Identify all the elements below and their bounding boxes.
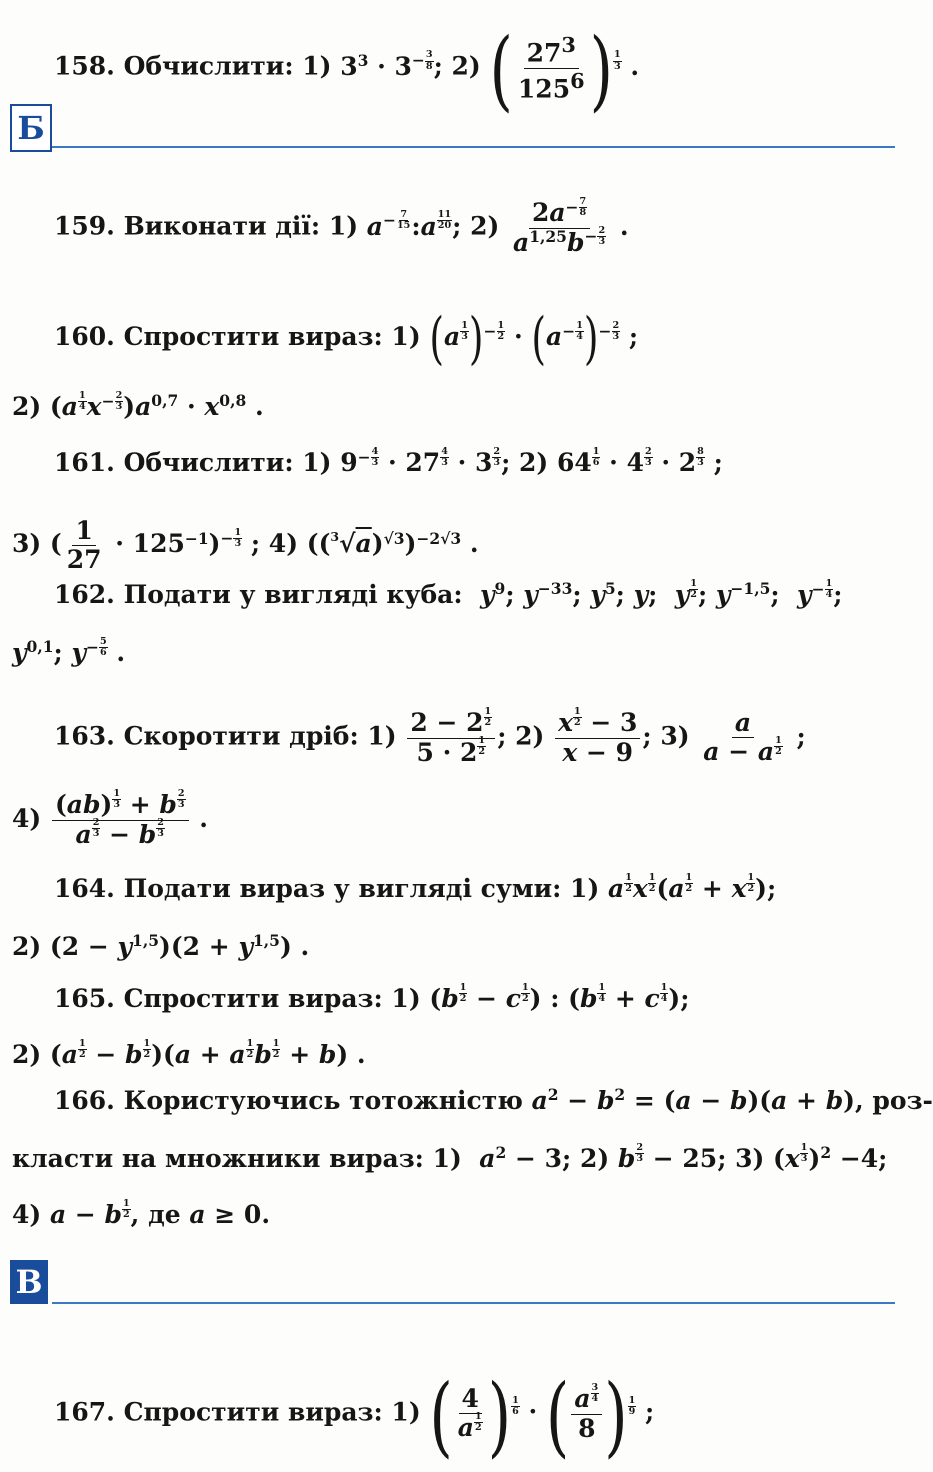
- math-expression: x $\frac{1}{2}$ − 3 x − 9: [553, 722, 642, 751]
- problem-162: [54, 577, 843, 610]
- problem-number: 163.: [54, 721, 115, 751]
- math-expression: 3) ( $\frac{1}{27}$ · 125−1)− $\frac{1}{3}$ ; 4) ((3√a)√3)−2√3 .: [12, 516, 479, 575]
- problem-164: [54, 871, 777, 904]
- problem-text: Виконати дії: 1): [123, 211, 359, 241]
- problem-number: 166.: [54, 1086, 115, 1115]
- math-expression: 4) (ab) $\frac{1}{3}$ + b $\frac{2}{3}$ a $\frac{2}{3}$ − b $\frac{2}{3}$ .: [12, 787, 208, 849]
- problem-text: Подати у вигляді куба:: [123, 580, 463, 609]
- math-expression: 2a− $\frac{7}{8}$ a1,25b− $\frac{2}{3}$ .: [513, 195, 629, 257]
- problem-165: [54, 981, 690, 1014]
- section-v-header: [10, 1260, 895, 1306]
- section-divider: [52, 1302, 895, 1304]
- problem-number: 165.: [54, 984, 115, 1013]
- math-expression: 4) a − b $\frac{1}{2}$: [12, 1197, 130, 1229]
- problem-number: 159.: [54, 211, 115, 241]
- problem-text: , роз-: [855, 1086, 933, 1115]
- problem-text: Користуючись тотожністю: [123, 1086, 523, 1115]
- math-expression: 64 $\frac{1}{6}$ · 4 $\frac{2}{3}$ · 2 $\frac{8}{3}$ ;: [556, 445, 723, 477]
- problem-text: , де: [130, 1200, 181, 1229]
- problem-number: 162.: [54, 580, 115, 609]
- math-expression: ( 4 a $\frac{1}{2}$ ) $\frac{1}{6}$ · ( a $\frac{3}{4}$ 8 ) $\frac{1}{9}$ ;: [429, 1366, 655, 1468]
- math-expression: ( $\frac{27^3}{125^6}$ ) $\frac{1}{3}$ .: [489, 20, 640, 123]
- problem-167: [54, 1366, 655, 1468]
- problem-165-part2: [12, 1037, 366, 1070]
- problem-number: 164.: [54, 874, 115, 903]
- problem-161-part2: [12, 518, 479, 574]
- separator: ; 2): [452, 211, 500, 241]
- problem-text: Спростити вираз: 1): [123, 322, 421, 351]
- problem-160: [54, 304, 639, 371]
- problem-text: Скоротити дріб: 1): [123, 721, 397, 751]
- problem-number: 167.: [54, 1397, 115, 1427]
- problem-text: Подати вираз у вигляді суми: 1): [123, 874, 600, 903]
- problem-166: [54, 1086, 933, 1116]
- math-expression: y9; y−33; y5; y; y $\frac{1}{2}$ ; y−1,5; y− $\frac{1}{4}$ ;: [480, 577, 843, 609]
- math-expression: 2) (2 − y1,5)(2 + y1,5) .: [12, 931, 310, 961]
- math-expression: (a $\frac{1}{3}$ )− $\frac{1}{2}$ · (a− $\frac{1}{4}$ )− $\frac{2}{3}$ ;: [429, 304, 639, 371]
- problem-number: 158.: [54, 51, 115, 81]
- problem-text: Спростити вираз: 1): [123, 984, 421, 1013]
- math-expression: 2) (a $\frac{1}{4}$ x− $\frac{2}{3}$ )a0,7 · x0,8 .: [12, 389, 264, 421]
- problem-159: [54, 195, 629, 257]
- problem-164-part2: [12, 932, 309, 962]
- problem-160-part2: [12, 389, 264, 422]
- problem-163-part2: [12, 787, 208, 849]
- section-divider: [52, 146, 895, 148]
- math-expression: a ≥ 0.: [189, 1200, 271, 1229]
- problem-text: класти на множники вираз: 1): [12, 1144, 462, 1173]
- math-expression: 33 · 3− $\frac{3}{8}$: [340, 49, 433, 81]
- problem-166-part2: [12, 1141, 888, 1174]
- problem-161: [54, 445, 723, 478]
- problem-166-part3: [12, 1197, 271, 1230]
- section-label: В: [10, 1260, 48, 1304]
- problem-number: 160.: [54, 322, 115, 351]
- math-expression: 2) (a $\frac{1}{2}$ − b $\frac{1}{2}$ )(a + a $\frac{1}{2}$ b $\frac{1}{2}$ + b) .: [12, 1037, 366, 1069]
- separator: ; 3): [642, 721, 690, 751]
- math-expression: a2 − b2 = (a − b)(a + b): [531, 1085, 856, 1115]
- separator: ; 2): [433, 51, 481, 81]
- math-expression: a− $\frac{7}{15}$ :a $\frac{11}{20}$: [366, 209, 452, 241]
- problem-number: 161.: [54, 448, 115, 477]
- math-expression: 9− $\frac{4}{3}$ · 27 $\frac{4}{3}$ · 3 $\frac{2}{3}$: [340, 445, 501, 477]
- separator: ; 2): [501, 448, 549, 477]
- problem-text: Обчислити: 1): [123, 448, 332, 477]
- separator: ; 2): [497, 721, 545, 751]
- math-expression: a2 − 3; 2) b $\frac{2}{3}$ − 25; 3) (x $\frac{1}{3}$ )2 −4;: [479, 1141, 888, 1173]
- problem-text: Спростити вираз: 1): [123, 1397, 421, 1427]
- math-expression: (b $\frac{1}{2}$ − c $\frac{1}{2}$ ) : (b $\frac{1}{4}$ + c $\frac{1}{4}$ );: [429, 981, 690, 1013]
- section-label: Б: [10, 104, 52, 152]
- problem-162-part2: [12, 635, 126, 668]
- math-expression: y0,1; y− $\frac{5}{6}$ .: [12, 635, 126, 667]
- problem-text: Обчислити: 1): [123, 51, 332, 81]
- problem-163: [54, 705, 806, 767]
- section-b-header: [10, 104, 895, 150]
- math-expression: a a − a $\frac{1}{2}$ ;: [703, 708, 806, 767]
- math-expression: 2 − 2 $\frac{1}{2}$ 5 · 2 $\frac{1}{2}$: [405, 722, 497, 751]
- math-expression: a $\frac{1}{2}$ x $\frac{1}{2}$ (a $\frac{1}{2}$ + x $\frac{1}{2}$ );: [608, 871, 777, 903]
- problem-158: [54, 20, 640, 123]
